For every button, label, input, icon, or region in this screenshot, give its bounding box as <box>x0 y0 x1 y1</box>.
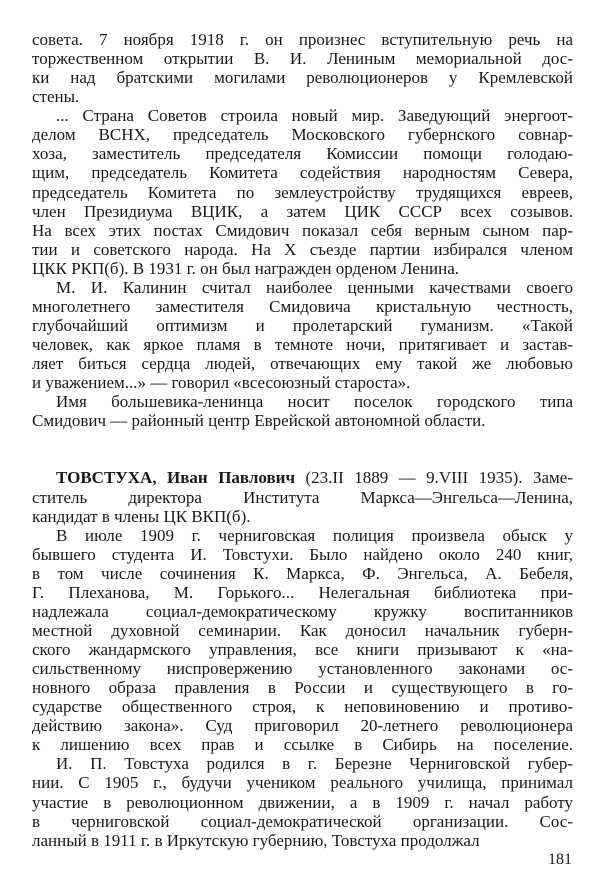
paragraph <box>32 278 573 392</box>
text-line: нии. С 1905 г., будучи учеником реального училища, принимал <box>32 773 573 793</box>
page-number: 181 <box>548 851 572 868</box>
text-line <box>32 468 573 487</box>
entry-heading-paragraph <box>32 468 573 525</box>
text-line: ститель директора Института Маркса—Энгельса—Ленина, <box>32 487 573 507</box>
text-line: сударстве общественного строя, к неповиновению и противо- <box>32 697 573 717</box>
entry-name: ТОВСТУХА, Иван Павлович <box>56 468 296 488</box>
text-line: совета. 7 ноября 1918 г. он произнес вступительную речь на <box>32 30 573 49</box>
text-line: действию закона». Суд приговорил 20-летнего революционера <box>32 716 573 736</box>
text-line: в том числе сочинения К. Маркса, Ф. Энгельса, А. Бебеля, <box>32 563 573 583</box>
text-line: многолетнего заместителя Смидовича кристальную честность, <box>32 296 573 316</box>
text-line: торжественном открытии В. И. Лениным мемориальной дос- <box>32 49 573 69</box>
text-line: стены. <box>32 87 80 107</box>
text-line: председатель Комитета по землеустройству трудящихся евреев, <box>32 182 573 202</box>
page-body <box>32 30 573 850</box>
entry-dates: (23.II 1889 — 9.VIII 1935). Заме- <box>295 468 573 488</box>
text-line: в черниговской социал-демократической организации. Сос- <box>32 811 573 831</box>
text-line: На всех этих постах Смидович показал себя верным сыном пар- <box>32 220 573 240</box>
text-line: В июле 1909 г. черниговская полиция произвела обыск у <box>56 525 573 545</box>
paragraph <box>32 754 573 849</box>
paragraph <box>32 30 573 106</box>
text-line: ляет биться сердца людей, отвечающих ему такой же любовью <box>32 354 573 374</box>
text-line: местной духовной семинарии. Как доносил начальник губерн- <box>32 620 573 640</box>
text-line: хоза, заместитель председателя Комиссии помощи голодаю- <box>32 144 573 164</box>
text-line: человек, как яркое пламя в темноте ночи, притягивает и застав- <box>32 335 573 354</box>
paragraph <box>32 526 573 755</box>
text-line: ки над братскими могилами революционеров у Кремлевской <box>32 68 573 88</box>
text-line: Г. Плеханова, М. Горького... Нелегальная библиотека при- <box>32 582 573 602</box>
paragraph <box>32 106 573 278</box>
text-line: Имя большевика-ленинца носит поселок городского типа <box>56 392 573 412</box>
text-line: делом ВСНХ, председатель Московского губернского совнар- <box>32 125 573 145</box>
text-line: член Президиума ВЦИК, а затем ЦИК СССР всех созывов. <box>32 201 573 221</box>
text-line: новного образа правления в России и существующего в го- <box>32 678 573 698</box>
text-line: к лишению всех прав и ссылке в Сибирь на поселение. <box>32 735 573 755</box>
text-line: надлежала социал-демократическому кружку воспитанников <box>32 601 573 621</box>
text-line: сильственному ниспровержению установленного законами ос- <box>32 659 573 679</box>
text-line: щим, председатель Комитета содействия народностям Севера, <box>32 163 573 183</box>
text-line: участие в революционном движении, а в 1909 г. начал работу <box>32 792 573 812</box>
text-line: тии и советского народа. На X съезде партии избирался членом <box>32 239 573 259</box>
text-line: ЦКК РКП(б). В 1931 г. он был награжден орденом Ленина. <box>32 258 460 278</box>
paragraph <box>32 392 573 430</box>
text-line: кандидат в члены ЦК ВКП(б). <box>32 506 251 526</box>
text-line: И. П. Товстуха родился в г. Березне Черниговской губер- <box>56 754 573 774</box>
blank-line <box>32 449 573 468</box>
text-line: глубочайший оптимизм и пролетарский гуманизм. «Такой <box>32 315 573 335</box>
text-line: и уважением...» — говорил «всесоюзный староста». <box>32 373 411 393</box>
text-line: Смидович — районный центр Еврейской автономной области. <box>32 411 486 431</box>
text-line: бывшего студента И. Товстухи. Было найдено около 240 книг, <box>32 544 573 564</box>
text-line: М. И. Калинин считал наиболее ценными качествами своего <box>56 277 573 297</box>
text-line: ского жандармского управления, все книги призывают к «на- <box>32 640 573 659</box>
text-line: ланный в 1911 г. в Иркутскую губернию, Товстуха продолжал <box>32 830 480 850</box>
text-line: ... Страна Советов строила новый мир. Заведующий энергоот- <box>56 106 573 126</box>
blank-line <box>32 430 573 449</box>
